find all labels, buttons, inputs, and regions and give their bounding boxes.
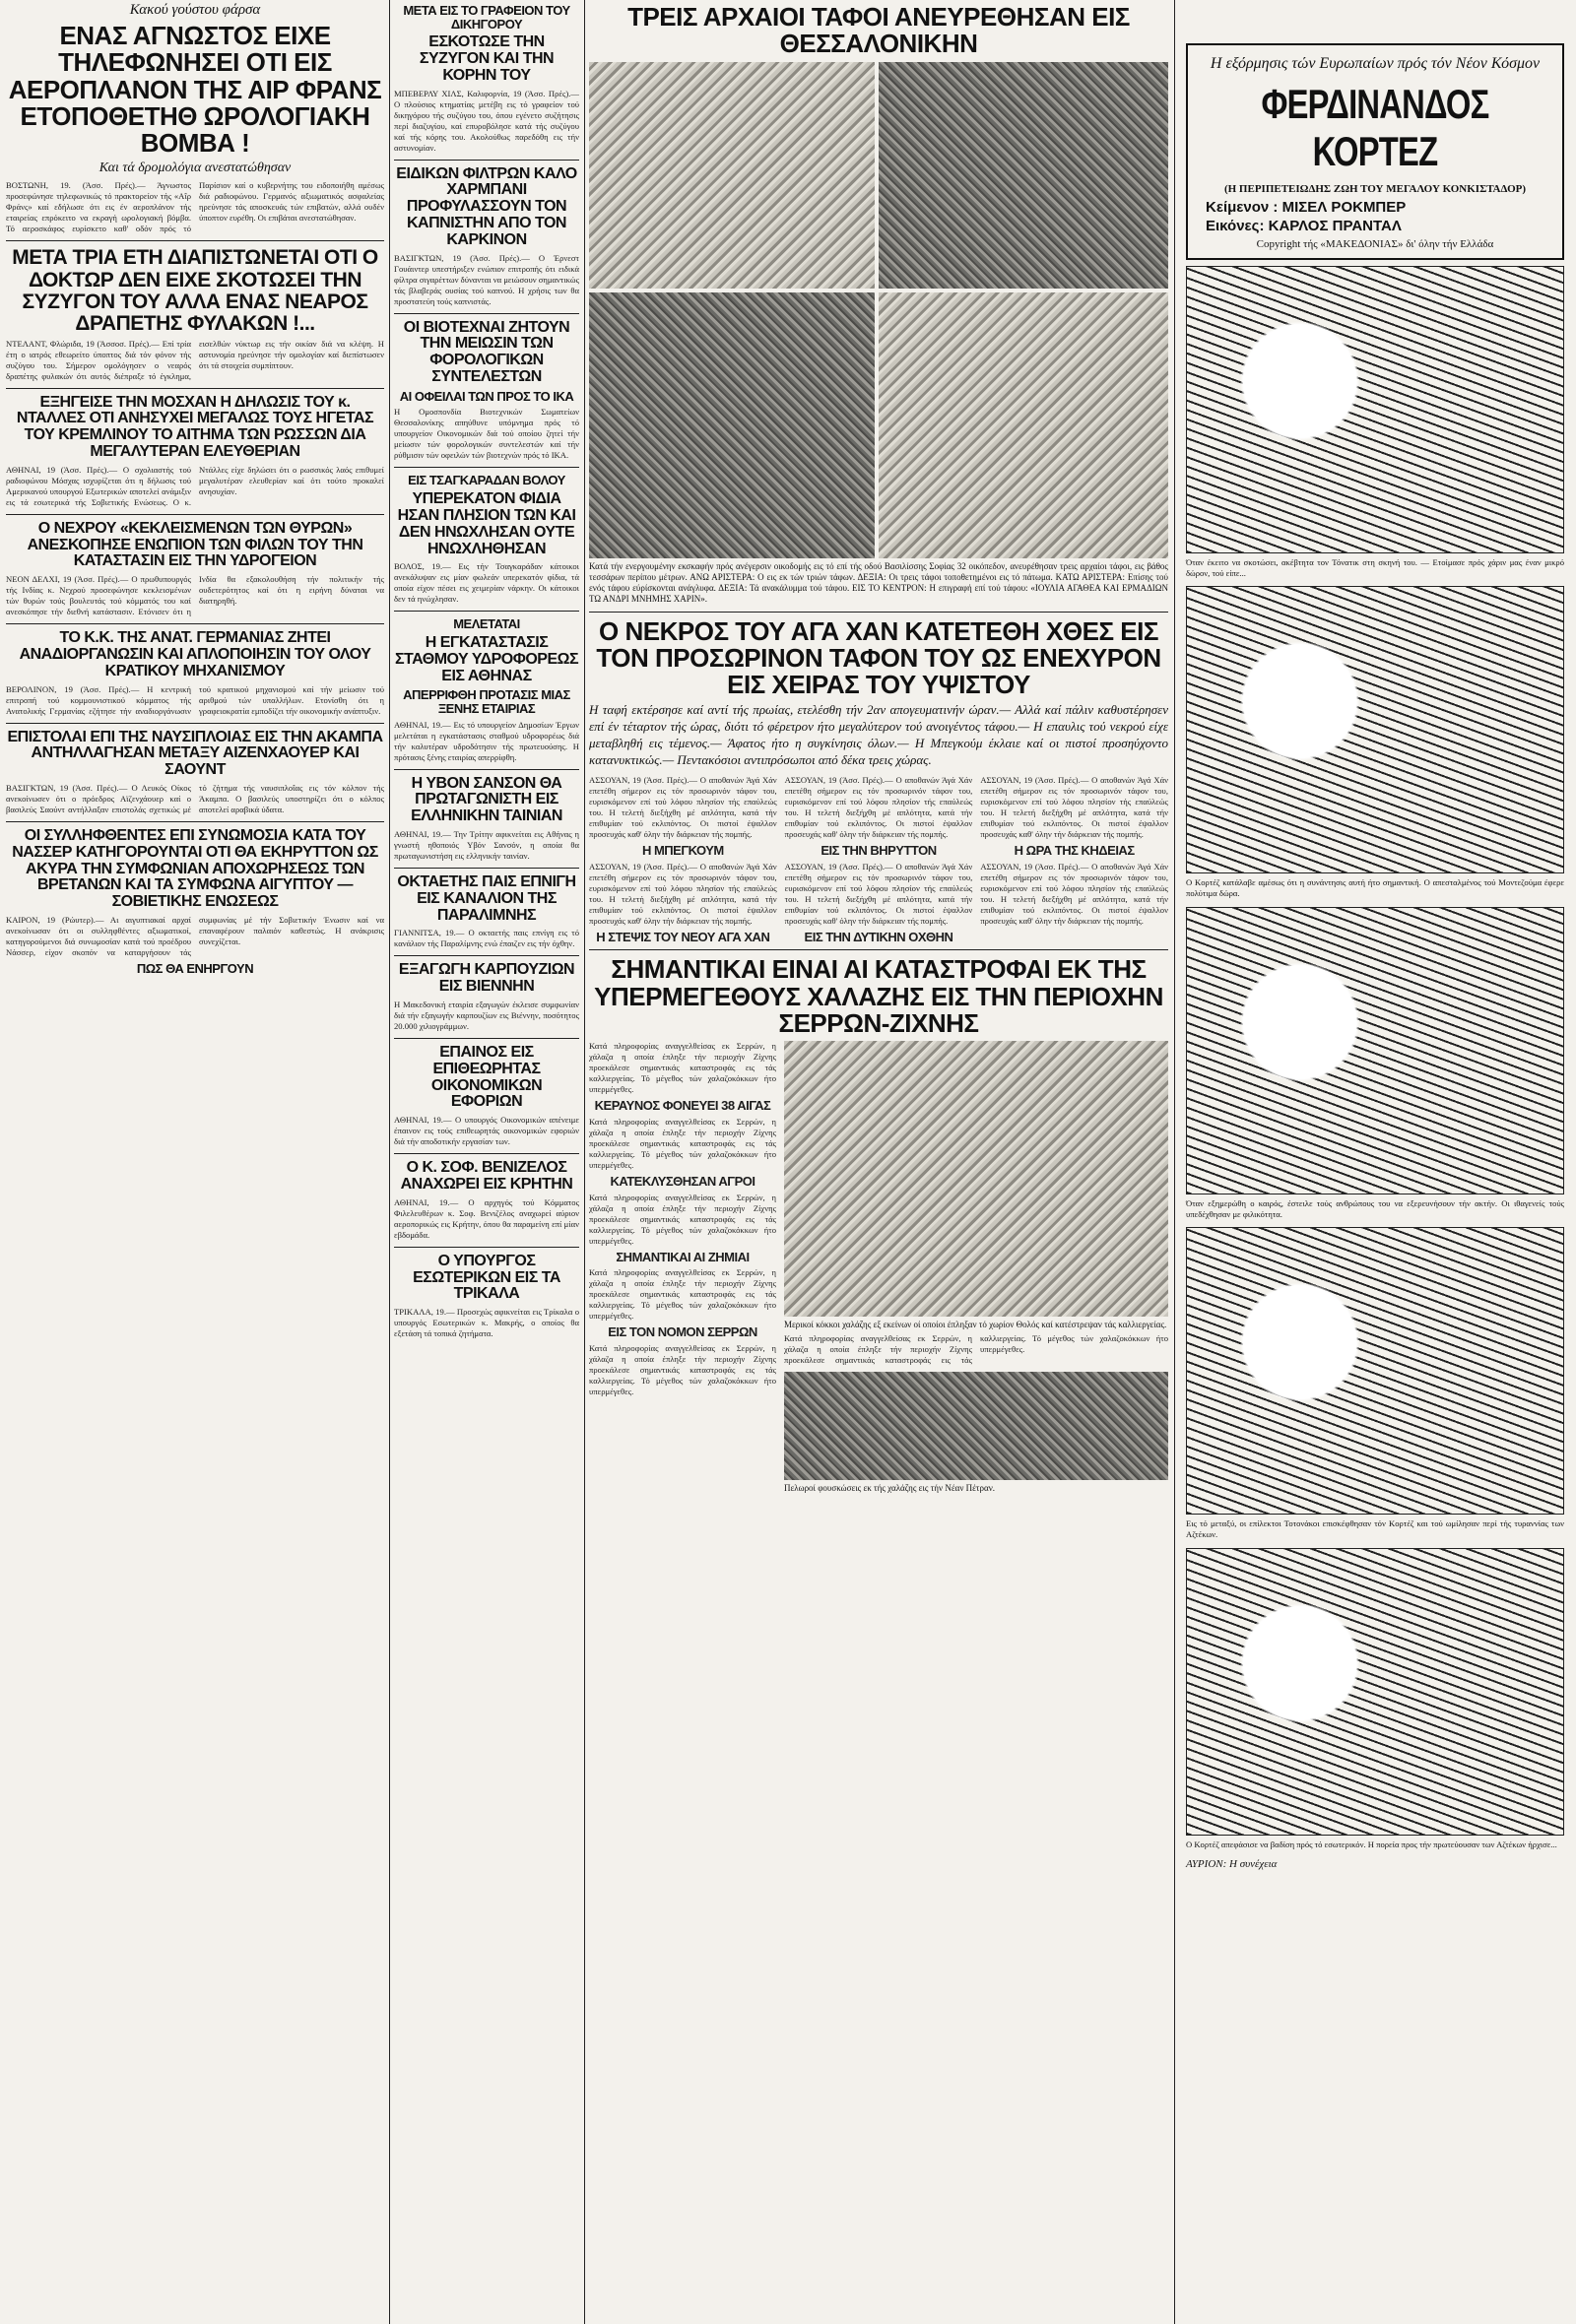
article-text: ΑΣΣΟΥΑΝ, 19 (Άσσ. Πρές).— Ο αποθανών Άγά Χάν επετέθη σήμερον εις τόν προσωρινόν τάφον του, ευρισκόμενον επί τού λόφου πλησίον τής επαύλεώς του. Η τελετή διεξήχθη μέ απλότητα, κατά τήν επιθυμίαν τού εκλιπόντος. Οι πιστοί έψαλλον προσευχάς καθ' όλην τήν διάρκειαν τής πομπής. — [589, 775, 777, 840]
tombs-photo — [879, 62, 1168, 289]
serial-title: ΦΕΡΔΙΝΑΝΔΟΣ ΚΟΡΤΕΖ — [1261, 81, 1489, 174]
photo-collage — [589, 62, 1168, 558]
to-be-continued: ΑΥΡΙΟΝ: Η συνέχεια — [1186, 1857, 1278, 1870]
column-rule — [584, 0, 585, 2324]
headline: ΤΟ Κ.Κ. ΤΗΣ ΑΝΑΤ. ΓΕΡΜΑΝΙΑΣ ΖΗΤΕΙ ΑΝΑΔΙΟΡΓΑΝΩΣΙΝ ΚΑΙ ΑΠΛΟΠΟΙΗΣΙΝ ΤΟΥ ΟΛΟΥ ΚΡΑΤΙΚΟΥ ΜΗΧΑΝΙΣΜΟΥ — [19, 629, 371, 679]
divider — [6, 514, 384, 515]
comic-panel — [1186, 907, 1564, 1194]
article-text: ΑΣΣΟΥΑΝ, 19 (Άσσ. Πρές).— Ο αποθανών Άγά Χάν επετέθη σήμερον εις τόν προσωρινόν τάφον του, ευρισκόμενον επί τού λόφου πλησίον τής επαύλεώς του. Η τελετή διεξήχθη μέ απλότητα, κατά τήν επιθυμίαν τού εκλιπόντος. Οι πιστοί έψαλλον προσευχάς καθ' όλην τήν διάρκειαν τής πομπής. — [980, 861, 1168, 926]
headline: ΟΙ ΣΥΛΛΗΦΘΕΝΤΕΣ ΕΠΙ ΣΥΝΩΜΟΣΙΑ ΚΑΤΑ ΤΟΥ ΝΑΣΣΕΡ ΚΑΤΗΓΟΡΟΥΝΤΑΙ ΟΤΙ ΘΑ ΕΚΗΡΥΤΤΟΝ ΩΣ ΑΚΥΡΑ ΤΗΝ ΣΥΜΦΩΝΙΑΝ ΑΠΟΧΩΡΗΣΕΩΣ ΤΩΝ ΒΡΕΤΑΝΩΝ ΚΑΙ ΤΑ ΣΥΜΦΩΝΑ ΑΙΓΥΠΤΟΥ — ΣΟΒΙΕΤΙΚΗΣ ΕΝΩΣΕΩΣ — [12, 827, 378, 911]
divider — [394, 611, 579, 612]
kicker: ΕΙΣ ΤΣΑΓΚΑΡΑΔΑΝ ΒΟΛΟΥ — [408, 473, 565, 488]
text-credit: Κείμενον : ΜΙΣΕΛ ΡΟΚΜΠΕΡ — [1206, 199, 1407, 216]
panel-caption: Εις τό μεταξύ, οι επίλεκτοι Τοτονάκοι επισκέφθησαν τόν Κορτέζ και τού ωμίλησαν περί τής τυραννίας των Αζτέκων. — [1186, 1518, 1564, 1540]
divider — [6, 723, 384, 724]
kicker: ΜΕΤΑ ΕΙΣ ΤΟ ΓΡΑΦΕΙΟΝ ΤΟΥ ΔΙΚΗΓΟΡΟΥ — [403, 3, 570, 32]
hail-story — [589, 1041, 1168, 1498]
headline: ΕΣΚΟΤΩΣΕ ΤΗΝ ΣΥΖΥΓΟΝ ΚΑΙ ΤΗΝ ΚΟΡΗΝ ΤΟΥ — [419, 33, 555, 84]
section-subhead: Η ΜΠΕΓΚΟΥΜ — [641, 843, 724, 859]
article-body: ΑΘΗΝΑΙ, 19.— Την Τρίτην αφικνείται εις Αθήνας η γνωστή ηθοποιός Υβόν Σανσόν, η οποία θα πρωταγωνιστήση εις ελληνικήν ταινίαν. — [394, 829, 579, 862]
comic-panel — [1186, 586, 1564, 873]
column-center-left — [394, 0, 579, 2324]
tomb-photo — [589, 62, 875, 289]
article-body — [589, 775, 1168, 943]
headline: ΣΗΜΑΝΤΙΚΑΙ ΕΙΝΑΙ ΑΙ ΚΑΤΑΣΤΡΟΦΑΙ ΕΚ ΤΗΣ ΥΠΕΡΜΕΓΕΘΟΥΣ ΧΑΛΑΖΗΣ ΕΙΣ ΤΗΝ ΠΕΡΙΟΧΗΝ ΣΕΡΡΩΝ-ΖΙΧΝΗΣ — [594, 954, 1163, 1038]
article-text: Κατά πληροφορίας αναγγελθείσας εκ Σερρών, η χάλαζα η οποία έπληξε τήν περιοχήν Ζίχνης προεκάλεσε σημαντικάς καταστροφάς εις τάς καλλιεργείας. Τό μέγεθος τών χαλαζοκόκκων ήτο υπερμέγεθες. — [589, 1116, 776, 1170]
article-text: ΑΣΣΟΥΑΝ, 19 (Άσσ. Πρές).— Ο αποθανών Άγά Χάν επετέθη σήμερον εις τόν προσωρινόν τάφον του, ευρισκόμενον επί τού λόφου πλησίον τής επαύλεώς του. Η τελετή διεξήχθη μέ απλότητα, κατά τήν επιθυμίαν τού εκλιπόντος. Οι πιστοί έψαλλον προσευχάς καθ' όλην τήν διάρκειαν τής πομπής. — [784, 775, 973, 840]
headline: Ο ΥΠΟΥΡΓΟΣ ΕΣΩΤΕΡΙΚΩΝ ΕΙΣ ΤΑ ΤΡΙΚΑΛΑ — [413, 1252, 560, 1303]
headline: ΥΠΕΡΕΚΑΤΟΝ ΦΙΔΙΑ ΗΣΑΝ ΠΛΗΣΙΟΝ ΤΩΝ ΚΑΙ ΔΕΝ ΗΝΩΧΛΗΣΑΝ ΟΥΤΕ ΗΝΩΧΛΗΘΗΣΑΝ — [397, 490, 576, 557]
panel-caption: Όταν εξημερώθη ο καιρός, έστειλε τούς ανθρώπους του να εξερευνήσουν τήν ακτήν. Οι ιθαγενείς τούς υπεδέχθησαν με φιλικότητα. — [1186, 1197, 1564, 1219]
article-body: ΤΡΙΚΑΛΑ, 19.— Προσεχώς αφικνείται εις Τρίκαλα ο υπουργός Εσωτερικών κ. Μακρής, ο οποίος θα εξετάση τά τοπικά ζητήματα. — [394, 1307, 579, 1339]
serial-subtitle: (Η ΠΕΡΙΠΕΤΕΙΩΔΗΣ ΖΩΗ ΤΟΥ ΜΕΓΑΛΟΥ ΚΟΝΚΙΣΤΑΔΟΡ) — [1223, 183, 1527, 195]
divider — [394, 769, 579, 770]
article-body: Κατά πληροφορίας αναγγελθείσας εκ Σερρών, η χάλαζα η οποία έπληξε τήν περιοχήν Ζίχνης προεκάλεσε σημαντικάς καταστροφάς εις τάς καλλιεργείας. Τό μέγεθος τών χαλαζοκόκκων ήτο υπερμέγεθες. — [784, 1333, 1168, 1366]
serial-kicker: Η εξόρμησις τών Ευρωπαίων πρός τόν Νέον Κόσμον — [1210, 55, 1541, 72]
copyright-note: Copyright τής «ΜΑΚΕΔΟΝΙΑΣ» δι' όλην τήν Ελλάδα — [1256, 238, 1494, 250]
headline: ΕΙΔΙΚΩΝ ΦΙΛΤΡΩΝ ΚΑΛΟ ΧΑΡΜΠΑΝΙ ΠΡΟΦΥΛΑΣΣΟΥΝ ΤΟΝ ΚΑΠΝΙΣΤΗΝ ΑΠΟ ΤΟΝ ΚΑΡΚΙΝΟΝ — [396, 164, 577, 248]
photo-caption: Πελωροί φουσκώσεις εκ τής χαλάζης εις τήν Νέαν Πέτραν. — [784, 1483, 996, 1494]
photo-caption: Μερικοί κόκκοι χαλάζης εξ εκείνων οί οποίοι έπληξαν τό χωρίον Θολός καί κατέστρεψαν τάς καλλιεργείας. — [784, 1320, 1167, 1330]
divider — [394, 868, 579, 869]
art-credit: Εικόνες: ΚΑΡΛΟΣ ΠΡΑΝΤΑΛ — [1206, 218, 1402, 234]
headline: Ο ΝΕΚΡΟΣ ΤΟΥ ΑΓΑ ΧΑΝ ΚΑΤΕΤΕΘΗ ΧΘΕΣ ΕΙΣ ΤΟΝ ΠΡΟΣΩΡΙΝΟΝ ΤΑΦΟΝ ΤΟΥ ΩΣ ΕΝΕΧΥΡΟΝ ΕΙΣ ΧΕΙΡΑΣ ΤΟΥ ΥΨΙΣΤΟΥ — [596, 615, 1161, 700]
column-right-comic — [1180, 0, 1570, 2324]
section-subhead: ΠΩΣ ΘΑ ΕΝΗΡΓΟΥΝ — [136, 961, 254, 977]
article-body: ΓΙΑΝΝΙΤΣΑ, 19.— Ο οκταετής παις επνίγη εις τό κανάλιον τής Παραλίμνης ενώ έπαιζεν εις τήν όχθην. — [394, 928, 579, 949]
article-text: ΑΣΣΟΥΑΝ, 19 (Άσσ. Πρές).— Ο αποθανών Άγά Χάν επετέθη σήμερον εις τόν προσωρινόν τάφον του, ευρισκόμενον επί τού λόφου πλησίον τής επαύλεώς του. Η τελετή διεξήχθη μέ απλότητα, κατά τήν επιθυμίαν τού εκλιπόντος. Οι πιστοί έψαλλον προσευχάς καθ' όλην τήν διάρκειαν τής πομπής. — [980, 775, 1168, 840]
headline: ΕΞΗΓΕΙΣΕ ΤΗΝ ΜΟΣΧΑΝ Η ΔΗΛΩΣΙΣ ΤΟΥ κ. ΝΤΑΛΛΕΣ ΟΤΙ ΑΝΗΣΥΧΕΙ ΜΕΓΑΛΩΣ ΤΟΥΣ ΗΓΕΤΑΣ ΤΟΥ ΚΡΕΜΛΙΝΟΥ ΤΟ ΑΙΤΗΜΑ ΤΩΝ ΡΩΣΣΩΝ ΔΙΑ ΜΕΓΑΛΥΤΕΡΑΝ ΕΛΕΥΘΕΡΙΑΝ — [16, 393, 374, 461]
article-text: Κατά πληροφορίας αναγγελθείσας εκ Σερρών, η χάλαζα η οποία έπληξε τήν περιοχήν Ζίχνης προεκάλεσε σημαντικάς καταστροφάς εις τάς καλλιεργείας. Τό μέγεθος τών χαλαζοκόκκων ήτο υπερμέγεθες. — [589, 1041, 776, 1095]
divider — [394, 1038, 579, 1039]
article-body: ΒΑΣΙΓΚΤΩΝ, 19 (Άσσ. Πρές).— Ο Λευκός Οίκος ανεκοίνωσεν ότι ο πρόεδρος Αϊζενχάουερ καί ο βασιλεύς Σαούντ αντήλλαξαν επιστολάς σχετικώς μέ τό ζήτημα τής ναυσιπλοΐας εις τόν κόλπον τής Άκαμπα. Ο βασιλεύς υποστηρίζει ότι ο κόλπος αποτελεί αραβικά ύδατα. — [6, 783, 384, 815]
section-subhead: ΕΙΣ ΤΗΝ ΒΗΡΥΤΤΟΝ — [821, 843, 937, 859]
divider — [6, 388, 384, 389]
kicker: ΜΕΛΕΤΑΤΑΙ — [453, 616, 520, 632]
article-body: ΝΕΟΝ ΔΕΛΧΙ, 19 (Άσσ. Πρές).— Ο πρωθυπουργός τής Ινδίας κ. Νεχρού προσεφώνησε κεκλεισμένων τών θυρών τούς βουλευτάς τού κόμματός του καί ανεσκόπησε τήν διεθνή κατάστασιν. Ετόνισεν ότι η Ινδία θα εξακολουθήση τήν πολιτικήν τής ουδετερότητος καί ότι η ειρήνη δύναται να διατηρηθή. — [6, 574, 384, 617]
article-body: ΚΑΙΡΟΝ, 19 (Ρώυτερ).— Αι αιγυπτιακαί αρχαί ανεκοίνωσαν ότι οι συλληφθέντες αξιωματικοί, κατηγορούμενοι διά συνωμοσίαν κατά τού προέδρου Νάσσερ, είχον σκοπόν να καταργήσουν τάς συμφωνίας μέ τήν Σοβιετικήν Ένωσιν καί να επαναφέρουν παλαιόν καθεστώς. Η ανάκρισις συνεχίζεται. — [6, 915, 384, 958]
comic-strip — [1186, 266, 1564, 1870]
article-body: ΝΤΕΛΑΝΤ, Φλώριδα, 19 (Άσσοσ. Πρές).— Επί τρία έτη ο ιατρός εθεωρείτο ύποπτος διά τόν φόνον τής συζύγου του. Σήμερον ομολόγησεν ο νεαρός δραπέτης φυλακών ότι αυτός διέπραξε τό έγκλημα, εισελθών νύκτωρ εις τήν οικίαν διά να κλέψη. Η αστυνομία ηρεύνησε τήν ομολογίαν καί διεπίστωσεν ότι τά στοιχεία συμπίπτουν. — [6, 338, 384, 381]
headline: ΟΚΤΑΕΤΗΣ ΠΑΙΣ ΕΠΝΙΓΗ ΕΙΣ ΚΑΝΑΛΙΟΝ ΤΗΣ ΠΑΡΑΛΙΜΝΗΣ — [397, 873, 576, 924]
relief-photo — [589, 292, 875, 558]
panel-caption: Ο Κορτέζ απεφάσισε να βαδίση πρός τό εσωτερικόν. Η πορεία προς τήν πρωτεύουσαν των Αζτέκων ήρχισε... — [1186, 1839, 1557, 1849]
section-subhead: ΑΠΕΡΡΙΦΘΗ ΠΡΟΤΑΣΙΣ ΜΙΑΣ ΞΕΝΗΣ ΕΤΑΙΡΙΑΣ — [403, 687, 570, 716]
article-body: ΒΑΣΙΓΚΤΩΝ, 19 (Άσσ. Πρές).— Ο Έρνεστ Γουάιντερ υπεστήριξεν ενώπιον επιτροπής ότι ειδικά φίλτρα σιγαρέττων δύνανται να μειώσουν σημαντικώς τάς βλαβεράς ουσίας τού καπνού. Η χρήσις των θα προστατεύη τούς καπνιστάς. — [394, 252, 579, 306]
subheadline: Και τά δρομολόγια ανεστατώθησαν — [98, 161, 292, 176]
section-subhead: ΣΗΜΑΝΤΙΚΑΙ ΑΙ ΖΗΜΙΑΙ — [616, 1249, 750, 1264]
headline: Ο ΝΕΧΡΟΥ «ΚΕΚΛΕΙΣΜΕΝΩΝ ΤΩΝ ΘΥΡΩΝ» ΑΝΕΣΚΟΠΗΣΕ ΕΝΩΠΙΟΝ ΤΩΝ ΦΙΛΩΝ ΤΟΥ ΤΗΝ ΚΑΤΑΣΤΑΣΙΝ ΕΙΣ ΤΗΝ ΥΔΡΟΓΕΙΟΝ — [27, 519, 363, 570]
column-left — [6, 0, 384, 2324]
headline: Η ΥΒΟΝ ΣΑΝΣΟΝ ΘΑ ΠΡΩΤΑΓΩΝΙΣΤΗ ΕΙΣ ΕΛΛΗΝΙΚΗΝ ΤΑΙΝΙΑΝ — [411, 774, 562, 825]
column-rule — [1174, 0, 1175, 2324]
article-body: ΑΘΗΝΑΙ, 19 (Άσσ. Πρές).— Ο σχολιαστής τού ραδιοφώνου Μόσχας ισχυρίζεται ότι η δήλωσις τού Αμερικανού υπουργού Εξωτερικών αποτελεί ανάμιξιν εις τά εσωτερικά τής Σοβιετικής Ενώσεως. Ο κ. Ντάλλες είχε δηλώσει ότι ο ρωσσικός λαός επιθυμεί μεγαλυτέραν ελευθερίαν καί ότι τούτο προκαλεί ανησυχίαν. — [6, 464, 384, 507]
section-subhead: ΕΙΣ ΤΟΝ ΝΟΜΟΝ ΣΕΡΡΩΝ — [608, 1324, 757, 1340]
column-center — [589, 0, 1168, 2324]
article-body: ΒΕΡΟΛΙΝΟΝ, 19 (Άσσ. Πρές).— Η κεντρική επιτροπή τού κομμουνιστικού κόμματος τής Ανατολικής Γερμανίας εζήτησε τήν αναδιοργάνωσιν τού κρατικού μηχανισμού καί τήν μείωσιν τού αριθμού τών υπαλλήλων. Ετονίσθη ότι η γραφειοκρατία εμποδίζει τήν οικονομικήν ανάπτυξιν. — [6, 683, 384, 716]
article-body: ΒΟΛΟΣ, 19.— Εις τήν Τσαγκαράδαν κάτοικοι ανεκάλυψαν εις μίαν φωλεάν υπερεκατόν φίδια, τά οποία είχον πέσει εις χειμερίαν νάρκην. Οι κάτοικοι δεν τά ηνώχλησαν. — [394, 561, 579, 605]
article-body: ΒΟΣΤΩΝΗ, 19. (Άσσ. Πρές).— Άγνωστος προσεφώνησε τηλεφωνικώς τό πρακτορείον τής «Αΐρ Φράνς» καί εδήλωσε ότι εις έν αεροπλάνον τής εταιρείας επρόκειτο να εκραγή ωρολογιακή βόμβα. Τό αεροσκάφος ευρίσκετο καθ' οδόν πρός τό Παρίσιον καί ο κυβερνήτης του ειδοποιήθη αμέσως διά ραδιοφώνου. Γερμανός αξιωματικός ασφαλείας ηρεύνησε τάς αποσκευάς τών επιβατών, αλλά ουδέν ύποπτον ευρέθη. Οι επιβάται ανεστατώθησαν. — [6, 180, 384, 234]
divider — [6, 623, 384, 624]
article-text: Κατά πληροφορίας αναγγελθείσας εκ Σερρών, η χάλαζα η οποία έπληξε τήν περιοχήν Ζίχνης προεκάλεσε σημαντικάς καταστροφάς εις τάς καλλιεργείας. Τό μέγεθος τών χαλαζοκόκκων ήτο υπερμέγεθες. — [589, 1192, 776, 1246]
divider — [394, 313, 579, 314]
field-photo — [784, 1372, 1168, 1480]
divider — [394, 467, 579, 468]
article-body: Η Ομοσπονδία Βιοτεχνικών Σωματείων Θεσσαλονίκης απηύθυνε υπόμνημα πρός τό υπουργείον Οικονομικών διά τού οποίου ζητεί τήν μείωσιν τών φορολογικών συντελεστών καί τήν ρύθμισιν τών οφειλών τών βιοτεχνών πρός τό ΙΚΑ. — [394, 407, 579, 461]
divider — [394, 1153, 579, 1154]
article-text: ΑΣΣΟΥΑΝ, 19 (Άσσ. Πρές).— Ο αποθανών Άγά Χάν επετέθη σήμερον εις τόν προσωρινόν τάφον του, ευρισκόμενον επί τού λόφου πλησίον τής επαύλεώς του. Η τελετή διεξήχθη μέ απλότητα, κατά τήν επιθυμίαν τού εκλιπόντος. Οι πιστοί έψαλλον προσευχάς καθ' όλην τήν διάρκειαν τής πομπής. — [589, 861, 777, 926]
section-subhead: ΑΙ ΟΦΕΙΛΑΙ ΤΩΝ ΠΡΟΣ ΤΟ ΙΚΑ — [399, 388, 574, 404]
inscription-photo — [879, 292, 1168, 558]
article-body: ΑΘΗΝΑΙ, 19.— Ο υπουργός Οικονομικών απένειμε έπαινον εις τούς επιθεωρητάς οικονομικών εφοριών διά τήν αποδοτικήν εργασίαν των. — [394, 1115, 579, 1147]
divider — [589, 612, 1168, 613]
section-subhead: ΚΕΡΑΥΝΟΣ ΦΟΝΕΥΕΙ 38 ΑΙΓΑΣ — [594, 1098, 771, 1114]
section-subhead: ΚΑΤΕΚΛΥΣΘΗΣΑΝ ΑΓΡΟΙ — [610, 1173, 755, 1189]
article-body: ΑΘΗΝΑΙ, 19.— Εις τό υπουργείον Δημοσίων Έργων μελετάται η εγκατάστασις σταθμού υδροφορέως διά τήν καλυτέραν υδροδότησιν τής πρωτευούσης. Η πρότασις ξένης εταιρίας απερρίφθη. — [394, 719, 579, 762]
section-subhead: ΕΙΣ ΤΗΝ ΔΥΤΙΚΗΝ ΟΧΘΗΝ — [804, 929, 953, 944]
headline: Ο Κ. ΣΟΦ. ΒΕΝΙΖΕΛΟΣ ΑΝΑΧΩΡΕΙ ΕΙΣ ΚΡΗΤΗΝ — [400, 1159, 573, 1193]
lede-text: Η ταφή εκτέρσησε καί αντί τής πρωίας, ετελέσθη τήν 2αν απογευματινήν ώραν.— Αλλά καί πάλιν καθυστέρησεν επί έν τέταρτον τής ώρας, διότι τό φέρετρον ήτο μεγαλύτερον τού ανοιγέντος τάφου.— Η επαυλις τού νεκρού είχε μεταβληθή εις τέμενος.— Άφατος ήτο η συγκίνησις όλων.— Η Μπεγκούμ έκλαιε καί οι πιστοί προσηύχοντο κατανυκτικώς.— Πεντακόσιοι αντιπρόσωποι από δέκα τρεις χώρας. — [589, 702, 1168, 768]
headline: ΟΙ ΒΙΟΤΕΧΝΑΙ ΖΗΤΟΥΝ ΤΗΝ ΜΕΙΩΣΙΝ ΤΩΝ ΦΟΡΟΛΟΓΙΚΩΝ ΣΥΝΤΕΛΕΣΤΩΝ — [403, 318, 570, 386]
divider — [6, 821, 384, 822]
column-rule — [389, 0, 390, 2324]
comic-panel — [1186, 1227, 1564, 1515]
article-body: ΑΘΗΝΑΙ, 19.— Ο αρχηγός τού Κόμματος Φιλελευθέρων κ. Σοφ. Βενιζέλος αναχωρεί αύριον αεροπορικώς εις Κρήτην, όπου θα παραμείνη επί μίαν εβδομάδα. — [394, 1196, 579, 1240]
headline: Η ΕΓΚΑΤΑΣΤΑΣΙΣ ΣΤΑΘΜΟΥ ΥΔΡΟΦΟΡΕΩΣ ΕΙΣ ΑΘΗΝΑΣ — [394, 633, 579, 684]
divider — [394, 1247, 579, 1248]
headline: ΕΝΑΣ ΑΓΝΩΣΤΟΣ ΕΙΧΕ ΤΗΛΕΦΩΝΗΣΕΙ ΟΤΙ ΕΙΣ ΑΕΡΟΠΛΑΝΟΝ ΤΗΣ ΑΙΡ ΦΡΑΝΣ ΕΤΟΠΟΘΕΤΗΘ ΩΡΟΛΟΓΙΑΚΗ ΒΟΜΒΑ ! — [8, 21, 382, 159]
divider — [394, 955, 579, 956]
kicker: Κακού γούστου φάρσα — [129, 2, 261, 18]
headline: ΕΠΙΣΤΟΛΑΙ ΕΠΙ ΤΗΣ ΝΑΥΣΙΠΛΟΙΑΣ ΕΙΣ ΤΗΝ ΑΚΑΜΠΑ ΑΝΤΗΛΛΑΓΗΣΑΝ ΜΕΤΑΞΥ ΑΙΖΕΝΧΑΟΥΕΡ ΚΑΙ ΣΑΟΥΝΤ — [7, 728, 383, 779]
divider — [589, 949, 1168, 950]
serial-header — [1186, 43, 1564, 260]
article-body: Η Μακεδονική εταιρία εξαγωγών έκλεισε συμφωνίαν διά τήν εξαγωγήν καρπουζίων εις Βιέννην, ποσότητος 20.000 χιλιογράμμων. — [394, 1000, 579, 1031]
headline: ΜΕΤΑ ΤΡΙΑ ΕΤΗ ΔΙΑΠΙΣΤΩΝΕΤΑΙ ΟΤΙ Ο ΔΟΚΤΩΡ ΔΕΝ ΕΙΧΕ ΣΚΟΤΩΣΕΙ ΤΗΝ ΣΥΖΥΓΟΝ ΤΟΥ ΑΛΛΑ ΕΝΑΣ ΝΕΑΡΟΣ ΔΡΑΠΕΤΗΣ ΦΥΛΑΚΩΝ !... — [12, 246, 378, 335]
section-subhead: Η ΣΤΕΨΙΣ ΤΟΥ ΝΕΟΥ ΑΓΑ ΧΑΝ — [596, 929, 770, 944]
article-body — [589, 1041, 776, 1498]
panel-caption: Ο Κορτέζ κατάλαβε αμέσως ότι η συνάντησις αυτή ήτο σημαντική. Ο απεσταλμένος τού Μοντεζούμα έφερε πολύτιμα δώρα. — [1186, 877, 1564, 899]
photo-caption: Κατά τήν ενεργουμένην εκσκαφήν πρός ανέγερσιν οικοδομής εις τό επί τής οδού Βασιλίσσης Σοφίας 32 οικόπεδον, ανευρέθησαν τρεις αρχαίοι τάφοι, εις βάθος τεσσάρων περίπου μέτρων. ΑΝΩ ΑΡΙΣΤΕΡΑ: Ο εις εκ τών τριών τάφων. ΔΕΞΙΑ: Οι τρεις τάφοι τοποθετημένοι εις τό πάτωμα. ΚΑΤΩ ΑΡΙΣΤΕΡΑ: Επίσης τού ενός τάφου εύρίσκονται ανάγλυφα. ΔΕΞΙΑ: Τά ανακάλυμμα τού τάφου. ΕΙΣ ΤΟ ΚΕΝΤΡΟΝ: Η επιγραφή επί τού τάφου: «ΙΟΥΛΙΑ ΑΓΑΘΕΑ ΚΑΙ ΕΡΜΑΔΙΩΝ ΤΩ ΑΝΔΡΙ ΜΝΗΜΗΣ ΧΑΡΙΝ». — [589, 560, 1168, 605]
headline: ΕΠΑΙΝΟΣ ΕΙΣ ΕΠΙΘΕΩΡΗΤΑΣ ΟΙΚΟΝΟΜΙΚΩΝ ΕΦΟΡΙΩΝ — [430, 1044, 543, 1111]
section-subhead: Η ΩΡΑ ΤΗΣ ΚΗΔΕΙΑΣ — [1014, 843, 1135, 859]
article-body: ΜΠΕΒΕΡΛΥ ΧΙΛΣ, Καλιφορνία, 19 (Άσσ. Πρές).— Ο πλούσιος κτηματίας μετέβη εις τό γραφείον τού δικηγόρου τής συζύγου του, όπου εγένετο συζήτησις περί διαζυγίου, καί επυροβόλησε κατά τής συζύγου καί τής κόρης του. Ακολούθως παρεδόθη εις τήν αστυνομίαν. — [394, 88, 579, 153]
divider — [6, 240, 384, 241]
comic-panel — [1186, 1548, 1564, 1836]
article-text: ΑΣΣΟΥΑΝ, 19 (Άσσ. Πρές).— Ο αποθανών Άγά Χάν επετέθη σήμερον εις τόν προσωρινόν τάφον του, ευρισκόμενον επί τού λόφου πλησίον τής επαύλεώς του. Η τελετή διεξήχθη μέ απλότητα, κατά τήν επιθυμίαν τού εκλιπόντος. Οι πιστοί έψαλλον προσευχάς καθ' όλην τήν διάρκειαν τής πομπής. — [784, 861, 973, 926]
article-text: Κατά πληροφορίας αναγγελθείσας εκ Σερρών, η χάλαζα η οποία έπληξε τήν περιοχήν Ζίχνης προεκάλεσε σημαντικάς καταστροφάς εις τάς καλλιεργείας. Τό μέγεθος τών χαλαζοκόκκων ήτο υπερμέγεθες. — [589, 1342, 776, 1396]
headline: ΤΡΕΙΣ ΑΡΧΑΙΟΙ ΤΑΦΟΙ ΑΝΕΥΡΕΘΗΣΑΝ ΕΙΣ ΘΕΣΣΑΛΟΝΙΚΗΝ — [627, 2, 1130, 59]
headline: ΕΞΑΓΩΓΗ ΚΑΡΠΟΥΖΙΩΝ ΕΙΣ ΒΙΕΝΝΗΝ — [398, 961, 575, 996]
panel-caption: Όταν έκειτο να σκοτώσει, ακέβτητα τον Τόνατικ στη σκηνή του. — Ετοίμασε πρός χάριν μας έναν μικρό δώρον, τού είπε... — [1186, 557, 1564, 578]
comic-panel — [1186, 266, 1564, 553]
hail-photo — [784, 1041, 1168, 1317]
article-text: Κατά πληροφορίας αναγγελθείσας εκ Σερρών, η χάλαζα η οποία έπληξε τήν περιοχήν Ζίχνης προεκάλεσε σημαντικάς καταστροφάς εις τάς καλλιεργείας. Τό μέγεθος τών χαλαζοκόκκων ήτο υπερμέγεθες. — [589, 1267, 776, 1322]
divider — [394, 160, 579, 161]
